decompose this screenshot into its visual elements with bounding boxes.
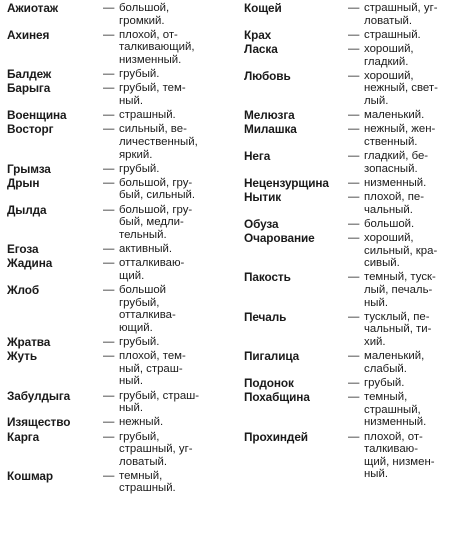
entry — [7, 470, 229, 495]
definition-line: грубый. — [119, 335, 160, 348]
definition-line: чальный. — [364, 203, 413, 216]
entry-dash: — — [103, 176, 115, 189]
entry-term: Дылда — [7, 202, 47, 217]
entry-definition — [119, 336, 229, 349]
entry-term: Жлоб — [7, 283, 40, 297]
definition-line: хороший, — [364, 42, 414, 55]
entry-dash: — — [348, 271, 360, 284]
entry-term: Егоза — [7, 242, 39, 257]
entry-term: Похабщина — [244, 390, 310, 405]
definition-line: ловатый. — [119, 455, 168, 468]
definition-line: тусклый, пе- — [364, 310, 430, 323]
entry-dash: — — [348, 350, 360, 363]
entry-definition — [119, 257, 229, 282]
entry-dash: — — [103, 430, 115, 443]
entry-definition — [119, 123, 229, 161]
entry-dash: — — [103, 162, 115, 175]
entry-dash: — — [103, 469, 115, 482]
entry-definition — [364, 218, 472, 231]
definition-line: громкий. — [119, 14, 165, 27]
entry-definition — [119, 204, 229, 242]
definition-line: хороший, — [364, 232, 414, 245]
definition-line: грубый, тем- — [119, 82, 186, 95]
entry — [244, 311, 472, 349]
entry — [244, 232, 472, 270]
entry-dash: — — [103, 203, 115, 216]
definition-line: плохой, от- — [119, 28, 178, 41]
definition-line: низменный. — [364, 176, 427, 189]
entry — [244, 271, 472, 309]
definition-line: плохой, тем- — [119, 350, 186, 363]
entry-dash: — — [103, 243, 115, 256]
definition-line: щий, низмен- — [364, 455, 435, 468]
entry-definition — [364, 191, 472, 216]
entry-dash: — — [103, 28, 115, 41]
entry — [244, 70, 472, 108]
entry-dash: — — [348, 42, 360, 55]
definition-line: страшный. — [364, 28, 421, 41]
entry — [244, 2, 472, 27]
entry-term: Забулдыга — [7, 388, 71, 403]
definition-line: сильный, ве- — [119, 123, 187, 136]
entry-term: Балдеж — [7, 67, 52, 82]
definition-line: грубый. — [119, 162, 160, 175]
definition-line: большой, гру- — [119, 203, 193, 216]
entry-definition — [119, 350, 229, 388]
definition-line: ный. — [364, 296, 389, 309]
definition-line: ственный. — [364, 135, 418, 148]
definition-line: большой — [119, 284, 167, 296]
entry-term: Нега — [244, 149, 271, 164]
entry — [7, 163, 229, 176]
definition-line: яркий. — [119, 148, 153, 161]
entry — [7, 390, 229, 415]
definition-line: тельный. — [119, 228, 167, 241]
entry-term: Кощей — [244, 1, 282, 15]
entry — [244, 191, 472, 216]
entry — [244, 123, 472, 148]
definition-line: бый, сильный. — [119, 189, 196, 202]
entry — [244, 377, 472, 390]
definition-line: хий. — [364, 335, 386, 348]
definition-line: слабый. — [364, 362, 407, 375]
definition-line: темный, — [364, 391, 408, 404]
entry-term: Карга — [7, 429, 40, 444]
definition-line: нежный. — [119, 416, 164, 429]
entry-term: Обуза — [244, 216, 279, 231]
entry — [7, 416, 229, 429]
entry-term: Изящество — [7, 415, 71, 430]
entry-dash: — — [348, 430, 360, 443]
definition-line: ный, страш- — [119, 362, 183, 375]
definition-line: темный, туск- — [364, 271, 436, 284]
entry-term: Пакость — [244, 270, 291, 285]
entry — [7, 123, 229, 161]
entry-dash: — — [348, 28, 360, 41]
entry-term: Военщина — [7, 108, 67, 123]
definition-line: талкивающий, — [119, 41, 195, 54]
definition-line: маленький, — [364, 350, 425, 363]
entry-dash: — — [348, 376, 360, 389]
definition-line: отталкиваю- — [119, 257, 185, 270]
entry-term: Ласка — [244, 41, 278, 56]
entry-definition — [364, 43, 472, 68]
definition-line: темный, — [119, 469, 163, 482]
entry-definition — [364, 232, 472, 270]
definition-line: сильный, кра- — [364, 244, 438, 257]
entry-definition — [364, 350, 472, 375]
entry — [7, 336, 229, 349]
entry — [7, 257, 229, 282]
entry-definition — [364, 150, 472, 175]
definition-line: лый. — [364, 94, 389, 107]
entry-definition — [364, 70, 472, 108]
entry — [244, 109, 472, 122]
definition-line: ный. — [119, 94, 144, 107]
definition-line: нежный, свет- — [364, 82, 438, 95]
entry — [244, 177, 472, 190]
entry — [244, 431, 472, 481]
entry — [7, 177, 229, 202]
definition-line: ный. — [364, 468, 389, 481]
entry-dash: — — [103, 2, 115, 14]
entry-definition — [119, 109, 229, 122]
definition-line: ный. — [119, 402, 144, 415]
entry-term: Подонок — [244, 375, 294, 390]
entry — [7, 68, 229, 81]
entry-dash: — — [348, 176, 360, 189]
entry-definition — [364, 177, 472, 190]
entry-term: Очарование — [244, 231, 315, 246]
entry-definition — [119, 390, 229, 415]
entry-definition — [364, 377, 472, 390]
entry-definition — [364, 109, 472, 122]
entry-term: Восторг — [7, 122, 54, 137]
definition-line: большой. — [364, 217, 415, 230]
entry — [7, 204, 229, 242]
entry-definition — [119, 163, 229, 176]
entry-term: Пигалица — [244, 349, 300, 364]
entry-definition — [119, 284, 229, 334]
definition-line: гладкий. — [364, 55, 409, 68]
definition-line: плохой, от- — [364, 430, 423, 443]
definition-line: сивый. — [364, 257, 400, 270]
definition-line: страшный. — [119, 109, 176, 122]
entry — [7, 2, 229, 27]
entry-term: Печаль — [244, 309, 287, 324]
entry-term: Ажиотаж — [7, 1, 59, 15]
definition-line: грубый, страш- — [119, 389, 200, 402]
definition-line: лый, печаль- — [364, 284, 433, 296]
entry-definition — [119, 177, 229, 202]
entry-definition — [119, 2, 229, 27]
definition-line: грубый. — [364, 376, 405, 389]
entry-term: Жратва — [7, 334, 51, 349]
entry-definition — [119, 68, 229, 81]
entry-dash: — — [348, 310, 360, 323]
entry — [244, 150, 472, 175]
definition-line: страшный, уг- — [364, 2, 438, 14]
entry-term: Жадина — [7, 256, 53, 271]
definition-line: грубый. — [119, 68, 160, 81]
entry-dash: — — [103, 109, 115, 122]
entry — [7, 109, 229, 122]
definition-line: низменный. — [119, 53, 182, 66]
entry-definition — [119, 431, 229, 469]
entry-term: Барыга — [7, 81, 51, 96]
entry-definition — [364, 431, 472, 481]
entry-dash: — — [103, 123, 115, 136]
entry-dash: — — [348, 391, 360, 404]
entry-definition — [364, 29, 472, 42]
entry-definition — [119, 243, 229, 256]
entry-dash: — — [348, 232, 360, 245]
right-column — [244, 2, 472, 482]
entry — [7, 82, 229, 107]
entry-definition — [119, 29, 229, 67]
entry-dash: — — [103, 284, 115, 296]
definition-line: бый, медли- — [119, 216, 184, 229]
definition-line: нежный, жен- — [364, 123, 436, 136]
entry-dash: — — [103, 68, 115, 81]
entry-definition — [119, 470, 229, 495]
entry — [7, 243, 229, 256]
entry — [7, 284, 229, 334]
definition-line: ющий. — [119, 321, 153, 334]
entry-dash: — — [348, 150, 360, 163]
entry-term: Любовь — [244, 68, 291, 83]
entry-dash: — — [103, 389, 115, 402]
entry — [244, 218, 472, 231]
definition-line: ловатый. — [364, 14, 413, 27]
entry-definition — [364, 123, 472, 148]
definition-line: страшный, уг- — [119, 443, 193, 456]
entry-dash: — — [103, 416, 115, 429]
entry-dash: — — [103, 82, 115, 95]
definition-line: личественный, — [119, 135, 198, 148]
entry — [7, 29, 229, 67]
entry-dash: — — [348, 2, 360, 14]
entry — [244, 43, 472, 68]
definition-line: ный. — [119, 375, 144, 388]
entry-term: Прохиндей — [244, 429, 308, 444]
entry-dash: — — [103, 335, 115, 348]
entry-definition — [119, 416, 229, 429]
entry-definition — [364, 391, 472, 429]
entry-dash: — — [348, 123, 360, 136]
definition-line: талкиваю- — [364, 443, 419, 456]
definition-line: отталкива- — [119, 309, 176, 322]
definition-line: хороший, — [364, 69, 414, 82]
definition-line: грубый, — [119, 430, 160, 443]
definition-line: низменный. — [364, 416, 427, 429]
entry-term: Нецензурщина — [244, 175, 329, 190]
definition-line: гладкий, бе- — [364, 150, 429, 163]
entry-term: Крах — [244, 27, 272, 42]
entry-dash: — — [103, 350, 115, 363]
definition-line: маленький. — [364, 109, 425, 122]
entry-dash: — — [348, 217, 360, 230]
definition-line: зопасный. — [364, 162, 418, 175]
entry-term: Грымза — [7, 161, 51, 176]
entry — [7, 431, 229, 469]
definition-line: страшный. — [119, 482, 176, 495]
entry — [244, 350, 472, 375]
definition-line: страшный, — [364, 403, 421, 416]
entry-definition — [119, 82, 229, 107]
entry-term: Ахинея — [7, 27, 50, 42]
entry-term: Нытик — [244, 190, 282, 205]
definition-line: активный. — [119, 243, 173, 256]
entry — [7, 350, 229, 388]
entry-term: Дрын — [7, 175, 40, 190]
entry-term: Жуть — [7, 349, 37, 364]
entry-definition — [364, 311, 472, 349]
entry-dash: — — [103, 257, 115, 270]
entry-dash: — — [348, 191, 360, 204]
left-column — [7, 2, 229, 497]
definition-line: чальный, ти- — [364, 323, 432, 336]
entry-term: Милашка — [244, 122, 297, 137]
entry-term: Мелюзга — [244, 108, 295, 123]
entry-dash: — — [348, 109, 360, 122]
definition-line: большой, — [119, 2, 170, 14]
definition-line: щий. — [119, 269, 145, 282]
definition-line: грубый, — [119, 296, 160, 309]
definition-line: большой, гру- — [119, 176, 193, 189]
entry — [244, 29, 472, 42]
entry — [244, 391, 472, 429]
entry-term: Кошмар — [7, 468, 53, 483]
definition-line: плохой, пе- — [364, 191, 425, 204]
entry-dash: — — [348, 69, 360, 82]
entry-definition — [364, 2, 472, 27]
entry-definition — [364, 271, 472, 309]
